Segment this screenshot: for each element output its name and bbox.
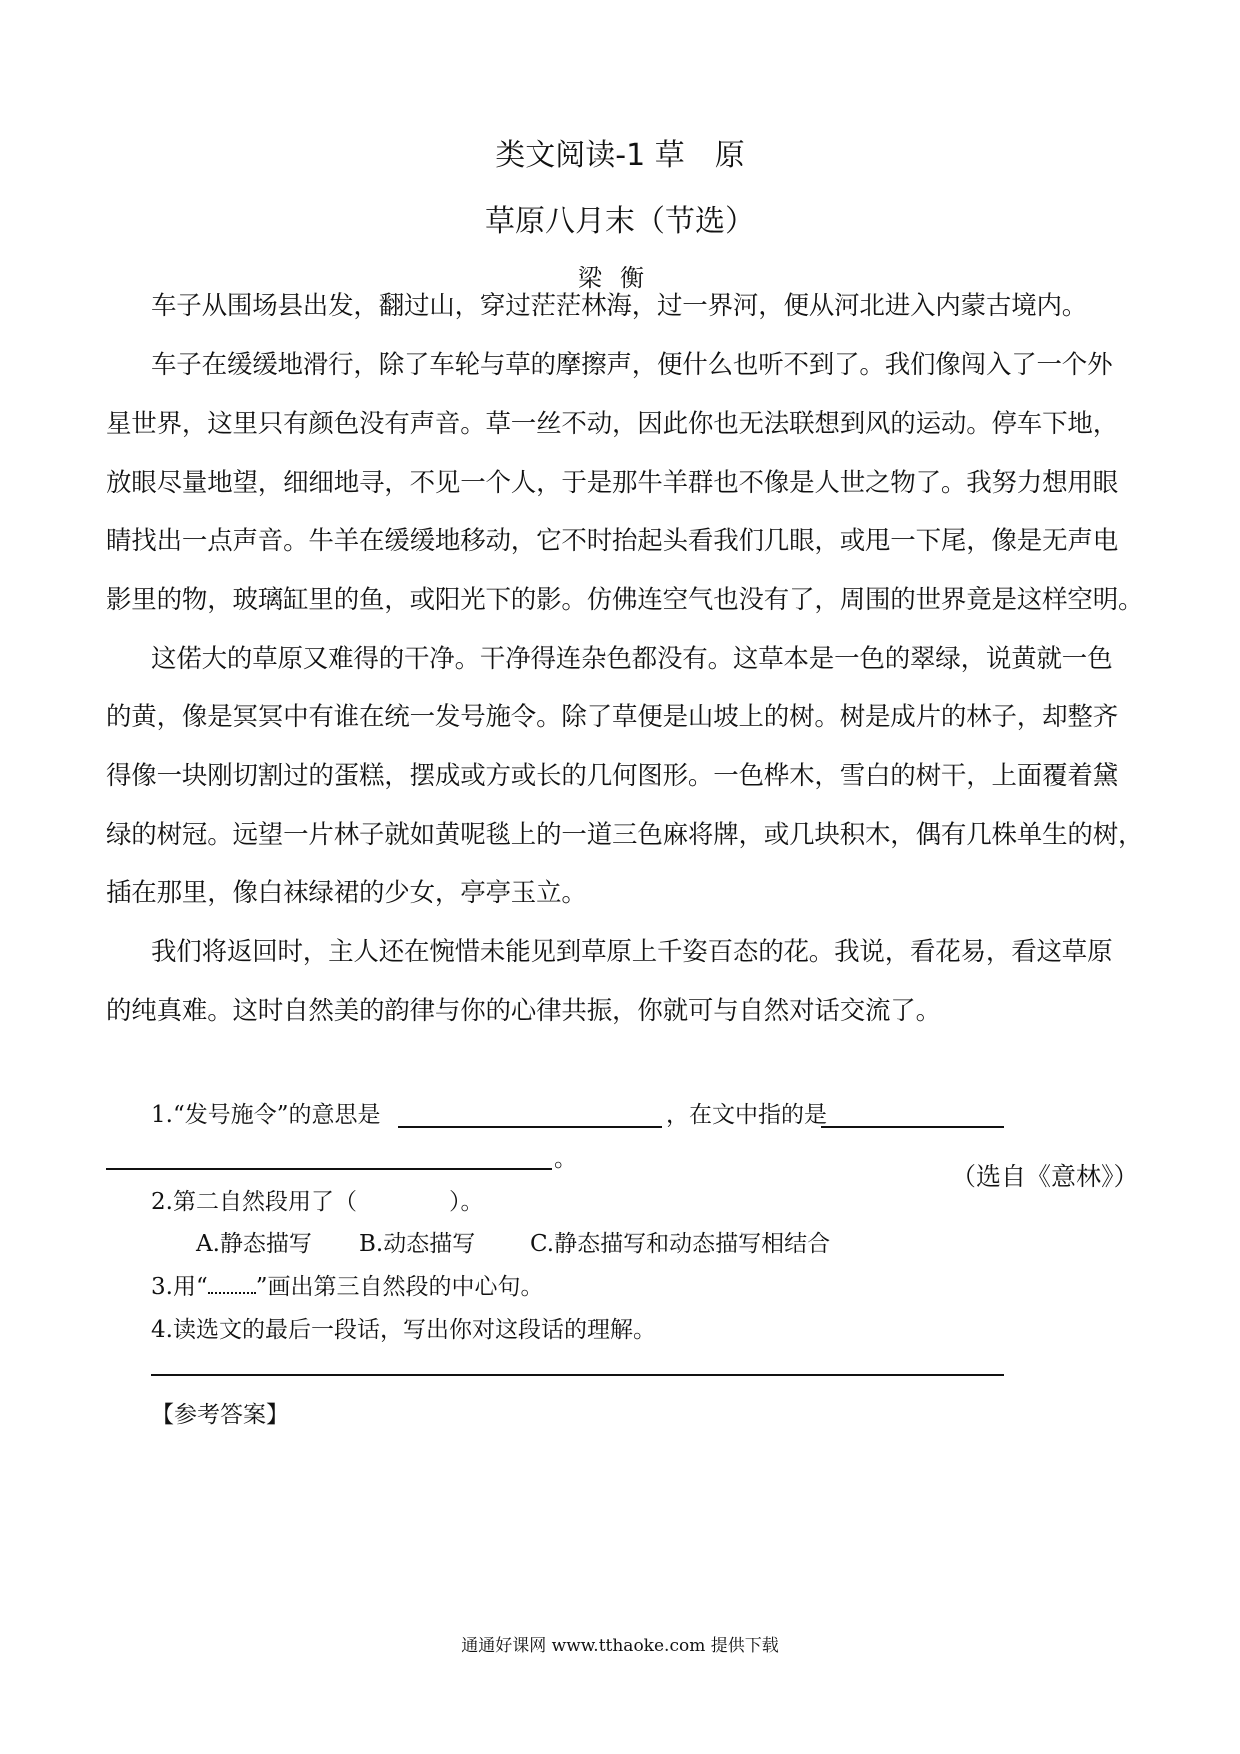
question-3-prefix: 3.用“ (151, 1274, 208, 1300)
passage-source: （选自《意林》） (951, 1162, 1139, 1191)
passage-line: 车子在缓缓地滑行，除了车轮与草的摩擦声，便什么也听不到了。我们像闯入了一个外 (151, 350, 1113, 380)
passage-author: 梁衡 (578, 264, 662, 292)
passage-line: 的纯真难。这时自然美的韵律与你的心律共振，你就可与自然对话交流了。 (106, 996, 941, 1026)
passage-line: 放眼尽量地望，细细地寻，不见一个人，于是那牛羊群也不像是人世之物了。我努力想用眼 (106, 468, 1119, 498)
q4-answer-line[interactable] (151, 1374, 1004, 1376)
q1-answer-blank-meaning[interactable] (398, 1126, 662, 1128)
document-title: 类文阅读-1 草 原 (495, 138, 745, 173)
passage-line: 的黄，像是冥冥中有谁在统一发号施令。除了草便是山坡上的树。树是成片的林子，却整齐 (106, 702, 1119, 732)
wavy-underline-mark (208, 1282, 256, 1294)
passage-line: 影里的物，玻璃缸里的鱼，或阳光下的影。仿佛连空气也没有了，周围的世界竟是这样空明。 (106, 585, 1144, 615)
question-3-suffix: ”画出第三自然段的中心句。 (255, 1274, 544, 1300)
question-1-middle: ，在文中指的是 (666, 1102, 827, 1128)
passage-line: 得像一块刚切割过的蛋糕，摆成或方或长的几何图形。一色桦木，雪白的树干，上面覆着黛 (106, 761, 1119, 791)
passage-line: 睛找出一点声音。牛羊在缓缓地移动，它不时抬起头看我们几眼，或甩一下尾，像是无声电 (106, 526, 1119, 556)
passage-line: 这偌大的草原又难得的干净。干净得连杂色都没有。这草本是一色的翠绿，说黄就一色 (151, 644, 1113, 674)
q1-answer-blank-reference[interactable] (821, 1126, 1004, 1128)
passage-title: 草原八月末（节选） (485, 204, 755, 239)
passage-line: 绿的树冠。远望一片林子就如黄呢毯上的一道三色麻将牌，或几块积木，偶有几株单生的树， (106, 820, 1144, 850)
passage-line: 星世界，这里只有颜色没有声音。草一丝不动，因此你也无法联想到风的运动。停车下地， (106, 409, 1119, 439)
question-1-prefix: 1.“发号施令”的意思是 (151, 1102, 381, 1128)
question-2: 2.第二自然段用了（ ）。 (151, 1189, 484, 1215)
q1-answer-blank-continued[interactable] (106, 1168, 552, 1170)
question-1-end: 。 (554, 1146, 577, 1172)
answer-key-heading: 【参考答案】 (151, 1402, 289, 1428)
page-footer: 通通好课网 www.tthaoke.com 提供下载 (461, 1636, 779, 1656)
passage-line: 插在那里，像白袜绿裙的少女，亭亭玉立。 (106, 878, 587, 908)
question-3 (151, 1268, 543, 1301)
q2-option-c: C.静态描写和动态描写相结合 (530, 1231, 831, 1257)
q2-option-a: A.静态描写 (196, 1231, 312, 1257)
q2-option-b: B.动态描写 (359, 1231, 476, 1257)
passage-line: 我们将返回时，主人还在惋惜未能见到草原上千姿百态的花。我说，看花易，看这草原 (151, 937, 1113, 967)
question-4: 4.读选文的最后一段话，写出你对这段话的理解。 (151, 1317, 656, 1343)
passage-line: 车子从围场县出发，翻过山，穿过茫茫林海，过一界河，便从河北进入内蒙古境内。 (151, 291, 1088, 321)
